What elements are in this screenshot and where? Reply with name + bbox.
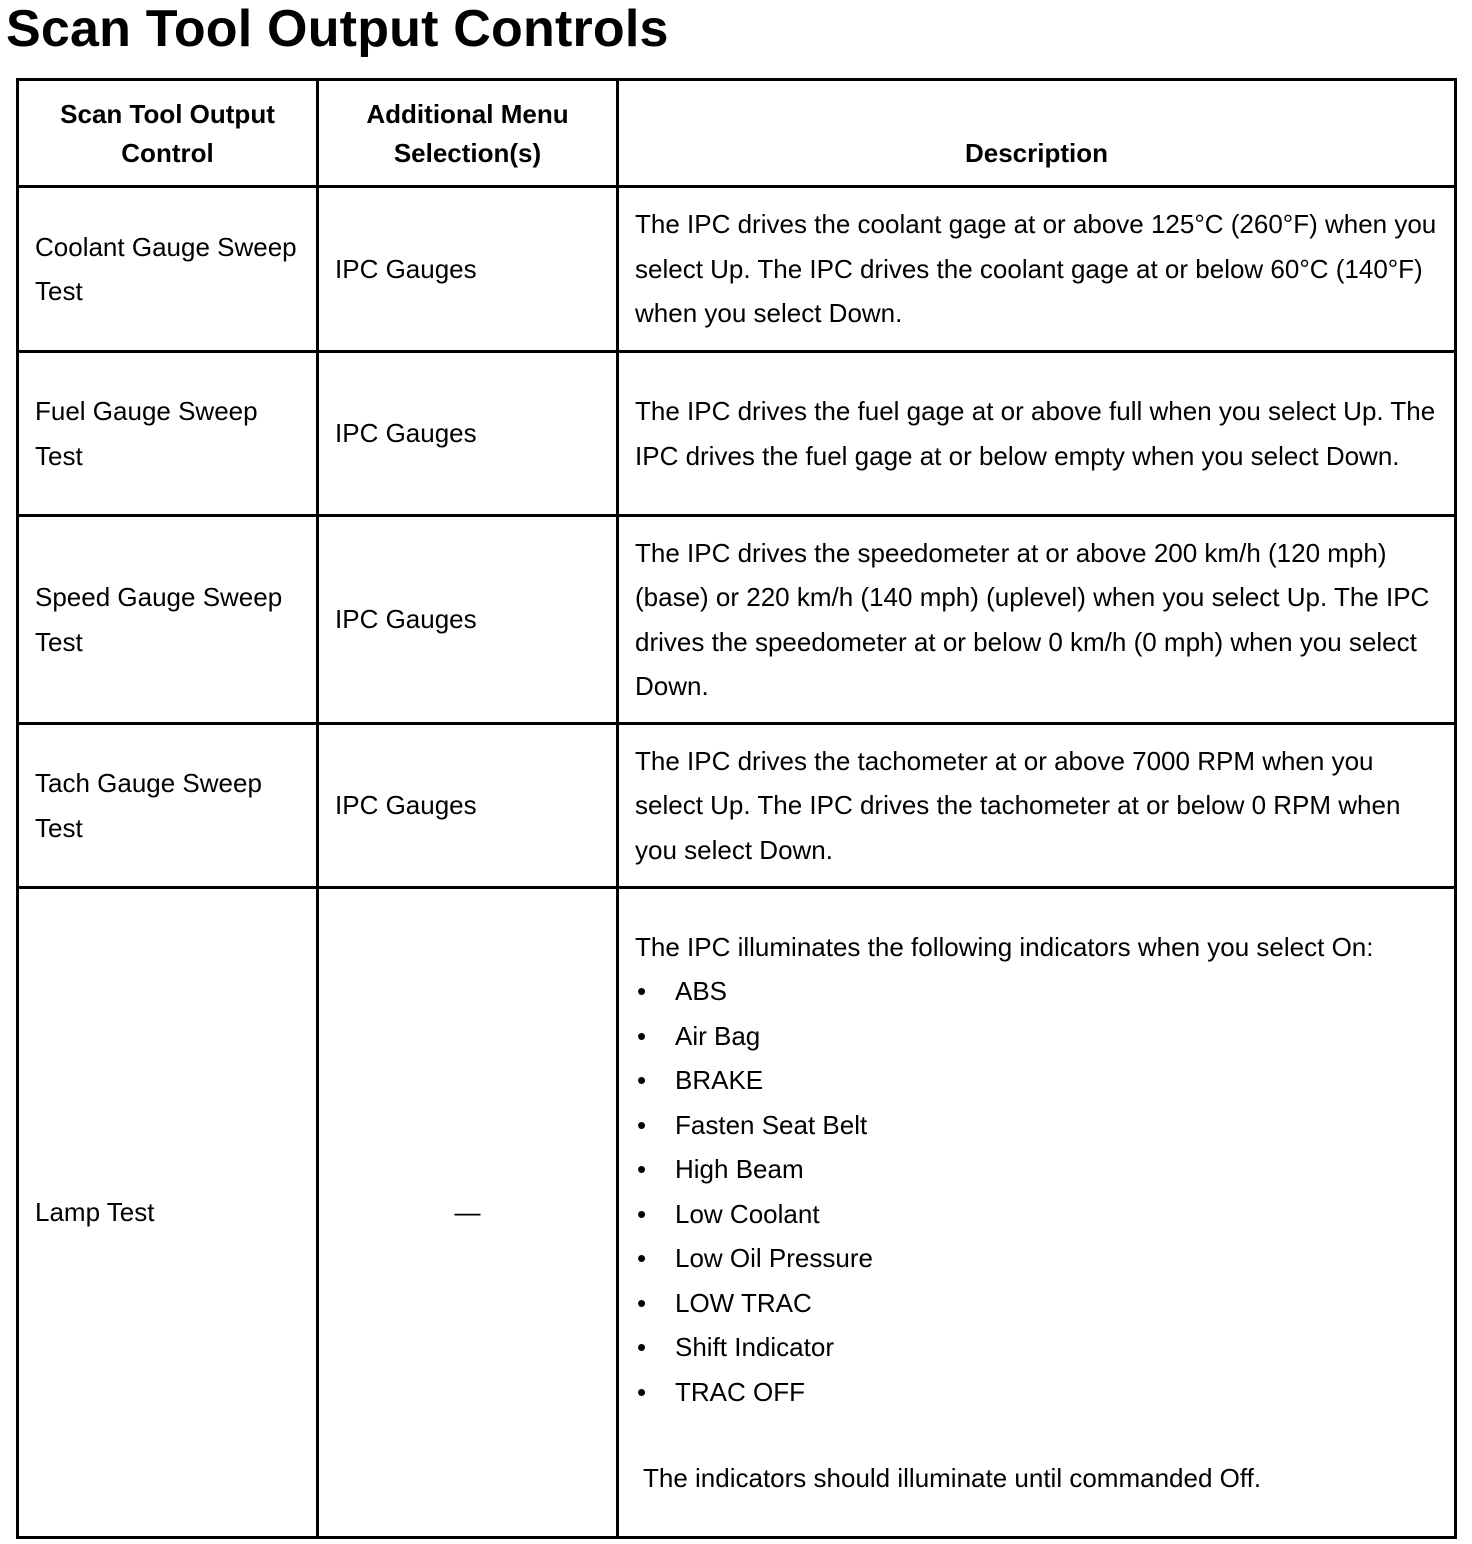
- list-item: [635, 1192, 1438, 1237]
- bullet-icon: •: [637, 1376, 647, 1407]
- list-item: [635, 1325, 1438, 1370]
- indicator-list: [635, 969, 1438, 1414]
- cell-description: The IPC drives the coolant gage at or above 125°C (260°F) when you select Up. The IPC drives the coolant gage at or below 60°C (140°F) when you select Down.: [618, 187, 1456, 352]
- indicator-label: LOW TRAC: [675, 1287, 812, 1318]
- bullet-icon: •: [637, 1065, 647, 1095]
- list-item: [635, 1058, 1438, 1103]
- indicator-label: Low Coolant: [675, 1198, 820, 1229]
- table-row: [18, 352, 1456, 516]
- table-row: [18, 888, 1456, 1538]
- header-description: Description: [618, 80, 1456, 187]
- cell-control: Fuel Gauge Sweep Test: [18, 352, 318, 516]
- cell-control: Coolant Gauge Sweep Test: [18, 187, 318, 352]
- page-title: Scan Tool Output Controls: [6, 0, 669, 58]
- list-item: [635, 1236, 1438, 1281]
- list-item: [635, 1281, 1438, 1326]
- output-controls-table: [16, 78, 1457, 1539]
- bullet-icon: •: [637, 1198, 647, 1229]
- lamp-test-footer: The indicators should illuminate until commanded Off.: [643, 1463, 1262, 1493]
- list-item: [635, 969, 1438, 1014]
- bullet-icon: •: [637, 1020, 647, 1051]
- indicator-label: BRAKE: [675, 1065, 764, 1095]
- header-menu: Additional Menu Selection(s): [318, 80, 618, 187]
- table-row: [18, 724, 1456, 888]
- indicator-label: High Beam: [675, 1154, 804, 1184]
- bullet-icon: •: [637, 1287, 647, 1318]
- bullet-icon: •: [637, 1109, 647, 1140]
- list-item: [635, 1147, 1438, 1192]
- header-control: Scan Tool Output Control: [18, 80, 318, 187]
- indicator-label: ABS: [675, 976, 728, 1006]
- table-row: [18, 187, 1456, 352]
- indicator-label: Shift Indicator: [675, 1332, 834, 1362]
- list-item: [635, 1103, 1438, 1148]
- indicator-label: TRAC OFF: [675, 1376, 805, 1407]
- cell-menu: —: [318, 888, 618, 1538]
- cell-description: The IPC drives the tachometer at or above 7000 RPM when you select Up. The IPC drives the tachometer at or below 0 RPM when you select Down.: [618, 724, 1456, 888]
- cell-menu: IPC Gauges: [318, 187, 618, 352]
- cell-description: The IPC drives the fuel gage at or above full when you select Up. The IPC drives the fuel gage at or below empty when you select Down.: [618, 352, 1456, 516]
- cell-menu: IPC Gauges: [318, 352, 618, 516]
- list-item: [635, 1014, 1438, 1059]
- indicator-label: Low Oil Pressure: [675, 1243, 873, 1273]
- cell-control: Tach Gauge Sweep Test: [18, 724, 318, 888]
- table-row: [18, 516, 1456, 724]
- bullet-icon: •: [637, 1243, 647, 1273]
- cell-menu: IPC Gauges: [318, 724, 618, 888]
- bullet-icon: •: [637, 1332, 647, 1362]
- bullet-icon: •: [637, 1154, 647, 1184]
- cell-menu: IPC Gauges: [318, 516, 618, 724]
- cell-description: The IPC drives the speedometer at or above 200 km/h (120 mph) (base) or 220 km/h (140 mph) (uplevel) when you select Up. The IPC drives the speedometer at or below 0 km/h (0 mph) when you select Down.: [618, 516, 1456, 724]
- cell-control: Speed Gauge Sweep Test: [18, 516, 318, 724]
- indicator-label: Fasten Seat Belt: [675, 1109, 868, 1140]
- table-header-row: [18, 80, 1456, 187]
- bullet-icon: •: [637, 976, 647, 1006]
- cell-control: Lamp Test: [18, 888, 318, 1538]
- list-item: [635, 1370, 1438, 1415]
- cell-description: [618, 888, 1456, 1538]
- lamp-test-intro: The IPC illuminates the following indicators when you select On:: [635, 931, 1374, 962]
- indicator-label: Air Bag: [675, 1020, 761, 1051]
